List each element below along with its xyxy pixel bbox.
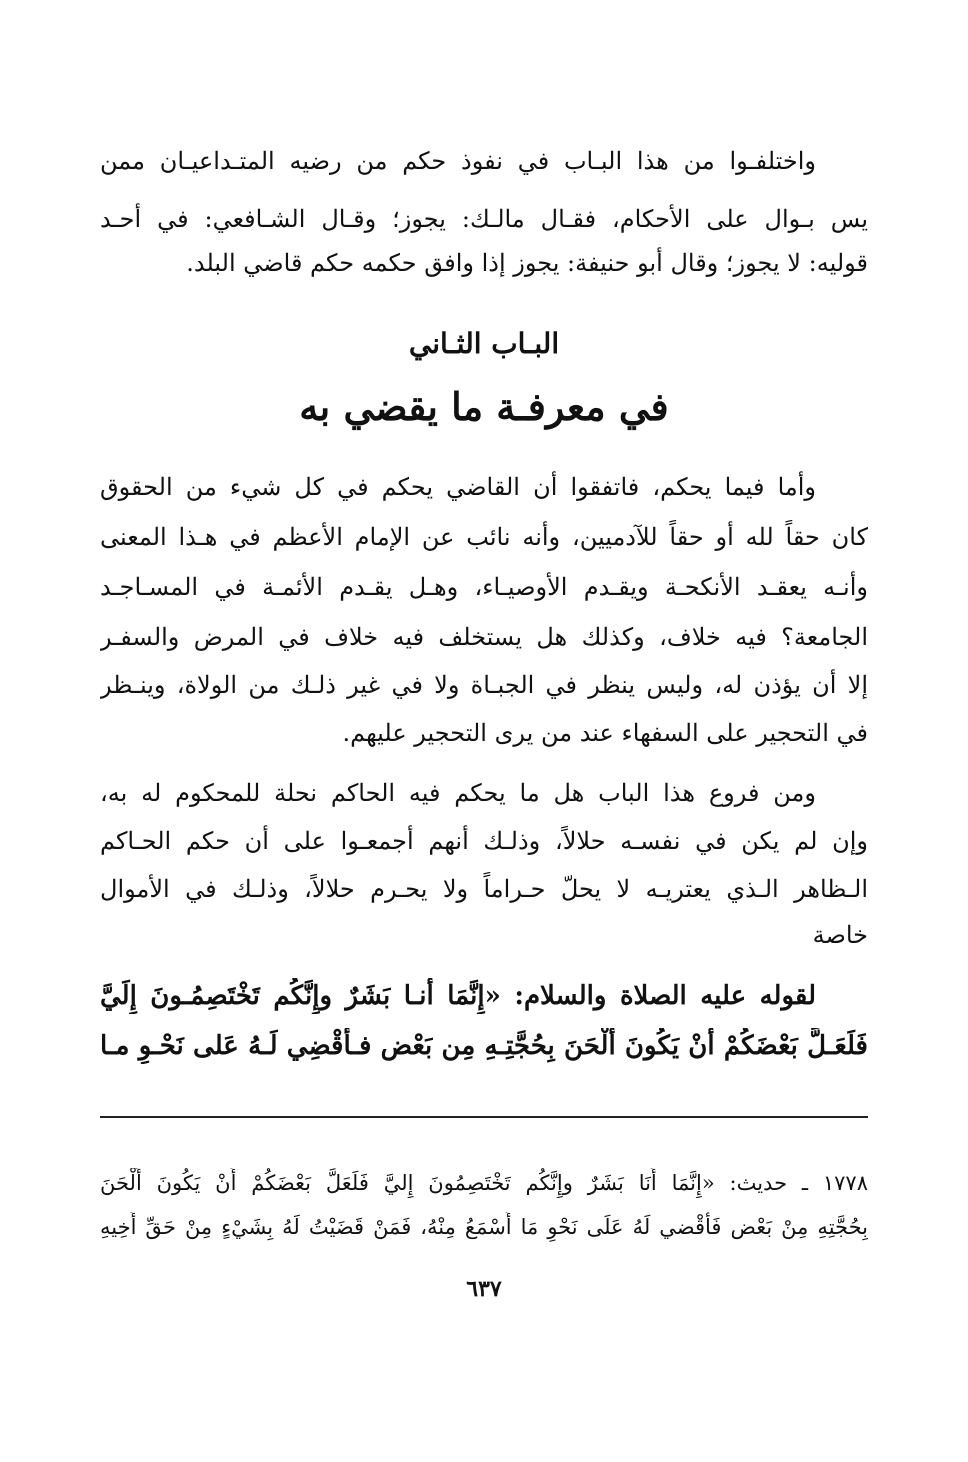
paragraph-3-line-1: ومن فروع هذا الباب هل ما يحكم فيه الحاكم نحلة للمحكوم له به، <box>100 779 816 807</box>
paragraph-2-line-6: في التحجير على السفهاء عند من يرى التحجير عليهم. <box>342 719 868 747</box>
footnote-line-2: بِحُجَّتِهِ مِنْ بَعْض فَأَقْضي لَهُ عَلَى نَحْوِ مَا أَسْمَعُ مِنْهُ، فَمَنْ قَضَيْتُ لَهُ بِشَيْءٍ مِنْ حَقِّ أَخِيهِ <box>100 1215 868 1239</box>
paragraph-1-line-2: يس بـوال على الأحكام، فقـال مالـك: يجوز؛ وقـال الشـافعي: في أحـد <box>100 205 868 233</box>
footnote-separator <box>100 1116 868 1118</box>
chapter-label: البـاب الثـاني <box>408 327 560 360</box>
page-number: ٦٣٧ <box>466 1276 502 1302</box>
chapter-title: في معرفـة ما يقضي به <box>299 384 669 429</box>
paragraph-2-line-2: كان حقاً لله أو حقاً للآدميين، وأنه نائب عن الإمام الأعظم في هـذا المعنى <box>100 523 868 551</box>
paragraph-3-line-3: الـظاهر الـذي يعتريـه لا يحلّ حـراماً ولا يحـرم حلالاً، وذلـك في الأموال <box>100 875 868 903</box>
paragraph-2-line-3: وأنـه يعقـد الأنكحـة ويقـدم الأوصيـاء، وهـل يقـدم الأئمـة في المسـاجـد <box>100 573 868 601</box>
paragraph-2-line-5: إلا أن يؤذن له، وليس ينظر في الجبـاة ولا في غير ذلـك من الولاة، وينـظر <box>100 671 868 699</box>
paragraph-1-line-3: قوليه: لا يجوز؛ وقال أبو حنيفة: يجوز إذا وافق حكمه حكم قاضي البلد. <box>186 249 868 277</box>
footnote-line-1: ١٧٧٨ ـ حديث: «إِنَّمَا أَنَا بَشَرٌ وإِنَّكُم تَخْتَصِمُونَ إِليَّ فَلَعَلَّ بَعْضَكُمْ أَنْ يَكُونَ أَلْحَنَ <box>100 1171 868 1195</box>
hadith-line-1: لقوله عليه الصلاة والسلام: «إِنَّمَا أَنـا بَشَرٌ وإِنَّكُم تَخْتَصِمُـونَ إِلَيَّ <box>100 981 816 1011</box>
paragraph-2-line-1: وأما فيما يحكم، فاتفقوا أن القاضي يحكم في كل شيء من الحقوق <box>100 473 816 501</box>
paragraph-2-line-4: الجامعة؟ فيه خلاف، وكذلك هل يستخلف فيه خلاف في المرض والسفـر <box>100 623 868 651</box>
paragraph-3-line-4: خاصة <box>812 921 868 949</box>
paragraph-3-line-2: وإن لم يكن في نفسـه حلالاً، وذلـك أنهم أجمعـوا على أن حكم الحـاكم <box>100 827 868 855</box>
hadith-line-2: فَلَعَـلَّ بَعْضَكُمْ أَنْ يَكُونَ أَلْحَنَ بِحُجَّتِـهِ مِن بَعْض فـأَقْضِي لَـهُ عَلى نَحْـوِ مـا <box>100 1031 868 1061</box>
paragraph-1-line-1: واختلفـوا من هذا البـاب في نفوذ حكم من رضيه المتـداعيـان ممن <box>100 147 816 175</box>
